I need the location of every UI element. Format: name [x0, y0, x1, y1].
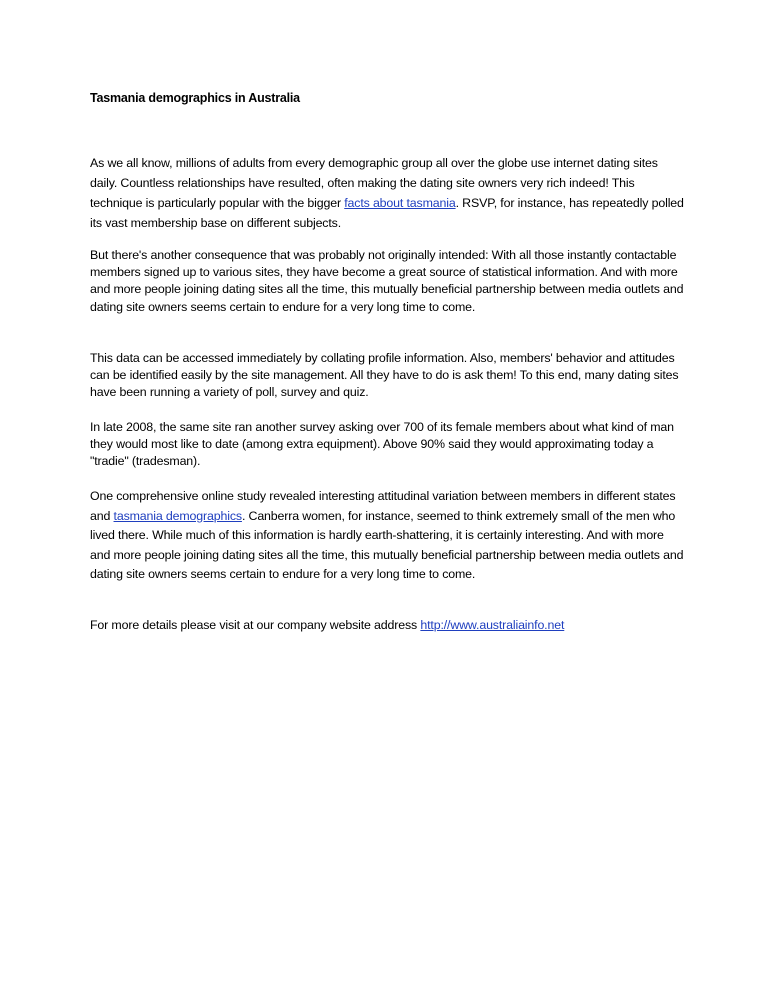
tasmania-demographics-link[interactable]: tasmania demographics [113, 508, 242, 523]
paragraph-online-study [90, 487, 685, 585]
paragraph-online-study-text-end: . Canberra women, for instance, seemed to think extremely small of the men who lived there. While much of this information is hardly earth-shattering, it is certainly interesting. And with more and more people joining dating sites all the time, this mutually beneficial partnership between media outlets and dating site owners seems certain to endure for a very long time to come. [90, 508, 684, 582]
paragraph-data-access: This data can be accessed immediately by collating profile information. Also, members' behavior and attitudes can be identified easily by the site management. All they have to do is ask them! To this end, many dating sites have been running a variety of poll, survey and quiz. [90, 351, 679, 400]
paragraph-intro-text-end: . RSVP, for instance, has repeatedly polled its vast membership base on different subjects. [90, 196, 684, 230]
paragraph-contact-text: For more details please visit at our company website address [90, 618, 421, 632]
company-website-link[interactable]: http://www.australiainfo.net [420, 618, 565, 632]
facts-about-tasmania-link[interactable]: facts about tasmania [344, 196, 456, 210]
paragraph-survey-2008: In late 2008, the same site ran another survey asking over 700 of its female members about what kind of man they would most like to date (among extra equipment). Above 90% said they would approximating today a "tradie" (tradesman). [90, 420, 674, 469]
paragraph-consequence: But there's another consequence that was probably not originally intended: With all those instantly contactable members signed up to various sites, they have become a great source of statistical information. And with more and more people joining dating sites all the time, this mutually beneficial partnership between media outlets and dating site owners seems certain to endure for a very long time to come. [90, 248, 684, 314]
paragraph-intro [90, 153, 685, 233]
paragraph-intro-text: As we all know, millions of adults from every demographic group all over the globe use internet dating sites daily. Countless relationships have resulted, often making the dating site owners very rich indeed! This technique is particularly popular with the bigger [90, 156, 658, 210]
paragraph-online-study-text: One comprehensive online study revealed interesting attitudinal variation between members in different states and [90, 489, 676, 523]
paragraph-contact [90, 617, 685, 634]
document-title: Tasmania demographics in Australia [90, 91, 300, 105]
